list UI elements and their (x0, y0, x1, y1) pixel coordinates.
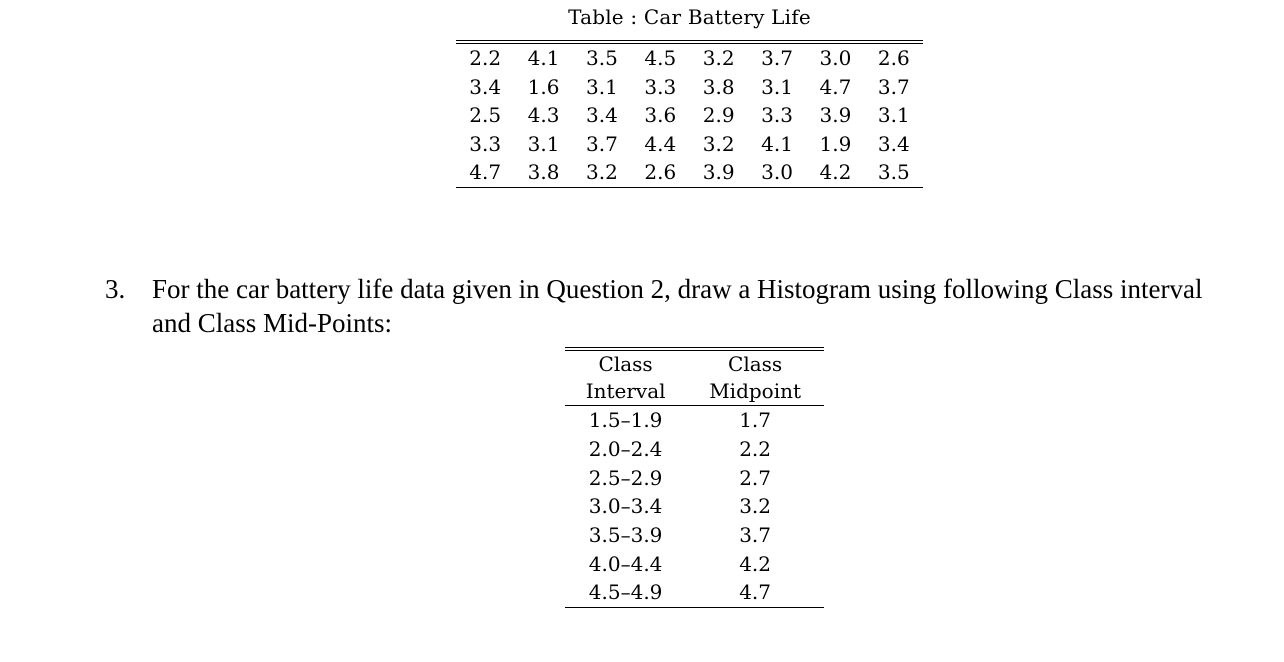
header-class-interval-line1: Class (598, 352, 653, 376)
table-header-row (565, 378, 824, 406)
class-interval-cell: 2.0–2.4 (588, 437, 663, 462)
table-row (565, 435, 824, 464)
table-row (456, 42, 923, 73)
table-cell: 3.2 (702, 46, 735, 71)
table-cell: 3.8 (702, 74, 735, 99)
class-interval-cell: 4.0–4.4 (588, 551, 663, 576)
table-cell: 3.7 (761, 46, 793, 71)
class-midpoint-cell: 4.2 (739, 551, 772, 576)
class-midpoint-cell: 2.2 (739, 437, 772, 462)
table-row (565, 578, 824, 607)
table-cell: 3.4 (877, 131, 910, 156)
table-cell: 4.7 (456, 158, 514, 187)
table-cell: 3.3 (644, 74, 677, 99)
table-cell: 2.5 (469, 103, 502, 128)
class-midpoint-cell: 3.7 (739, 523, 772, 548)
class-interval-cell: 3.0–3.4 (588, 494, 663, 519)
table-cell: 3.7 (586, 131, 618, 156)
table-cell: 1.9 (819, 131, 852, 156)
table-cell: 3.2 (702, 131, 735, 156)
table-cell: 3.0 (819, 46, 852, 71)
table-cell: 3.4 (586, 103, 618, 128)
table-cell: 3.1 (586, 74, 618, 99)
table-row (456, 130, 923, 159)
header-class-midpoint-line1: Class (728, 352, 783, 376)
class-interval-cell: 3.5–3.9 (588, 523, 663, 548)
class-interval-cell: 1.5–1.9 (588, 408, 663, 433)
table-cell: 4.4 (644, 131, 677, 156)
table-cell: 3.7 (877, 74, 910, 99)
table-cell: 3.3 (761, 103, 793, 128)
table-header-row (565, 349, 824, 378)
table-cell: 2.2 (469, 46, 502, 71)
car-battery-table-title: Table : Car Battery Life (568, 5, 811, 29)
class-midpoint-cell: 1.7 (739, 408, 772, 433)
class-midpoint-cell: 2.7 (739, 465, 772, 490)
table-cell: 3.5 (586, 46, 618, 71)
table-row (456, 158, 923, 187)
table-cell: 3.5 (865, 158, 923, 187)
table-cell: 3.9 (819, 103, 852, 128)
class-interval-table (565, 347, 824, 608)
table-cell: 4.1 (761, 131, 793, 156)
table-row (565, 406, 824, 435)
table-cell: 1.6 (527, 74, 560, 99)
table-row (456, 101, 923, 130)
table-row (565, 492, 824, 521)
table-cell: 3.8 (514, 158, 572, 187)
table-cell: 3.1 (877, 103, 910, 128)
table-cell: 3.9 (690, 158, 748, 187)
class-midpoint-cell: 3.2 (739, 494, 772, 519)
table-cell: 3.1 (761, 74, 793, 99)
table-cell: 3.4 (469, 74, 502, 99)
table-cell: 2.6 (877, 46, 910, 71)
table-cell: 3.1 (527, 131, 560, 156)
table-row (565, 549, 824, 578)
table-cell: 4.7 (819, 74, 852, 99)
table-cell: 2.6 (631, 158, 689, 187)
table-cell: 3.3 (469, 131, 502, 156)
table-cell: 3.6 (644, 103, 677, 128)
table-cell: 2.9 (702, 103, 735, 128)
table-cell: 4.5 (644, 46, 677, 71)
header-class-interval-line2: Interval (565, 378, 686, 406)
table-cell: 3.2 (573, 158, 631, 187)
class-interval-cell: 2.5–2.9 (588, 465, 663, 490)
table-row (456, 73, 923, 102)
table-cell: 4.3 (527, 103, 560, 128)
class-interval-cell: 4.5–4.9 (565, 578, 686, 607)
table-row (565, 463, 824, 492)
table-cell: 4.1 (527, 46, 560, 71)
class-midpoint-cell: 4.7 (686, 578, 824, 607)
car-battery-life-table (456, 40, 923, 188)
question-text: For the car battery life data given in Question 2, draw a Histogram using following Class interval and Class Mid-Points: (152, 274, 1203, 338)
header-class-midpoint-line2: Midpoint (686, 378, 824, 406)
table-cell: 4.2 (806, 158, 864, 187)
table-row (565, 521, 824, 550)
question-number: 3. (105, 274, 126, 304)
table-cell: 3.0 (748, 158, 806, 187)
